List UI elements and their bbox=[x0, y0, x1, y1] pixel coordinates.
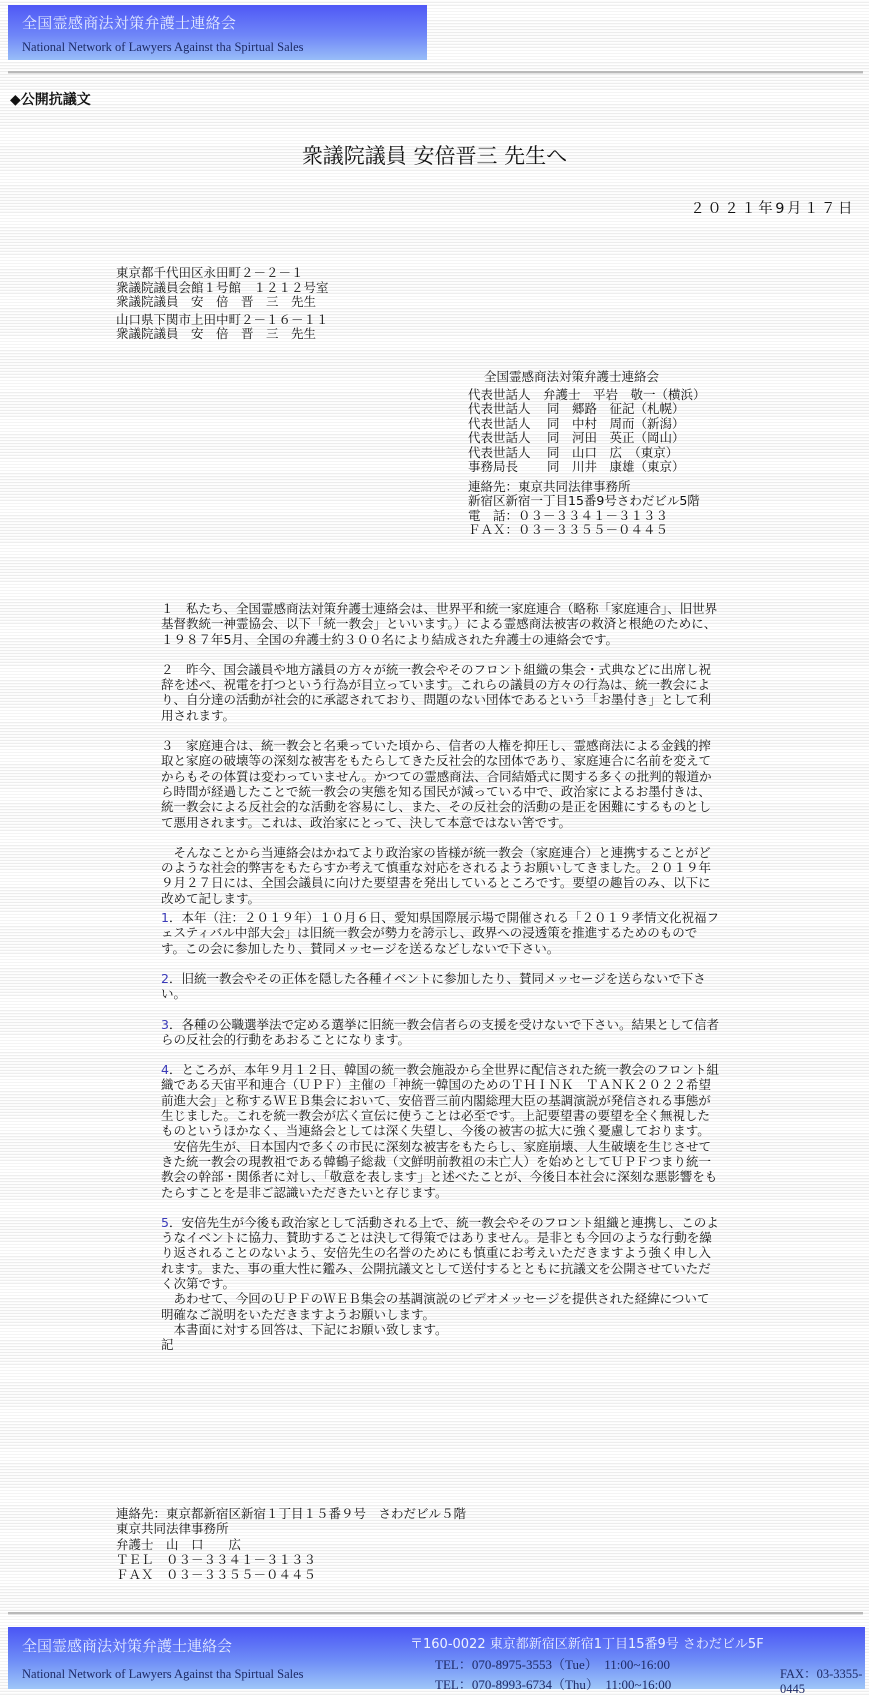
sender-contact: 電 話：０３－３３４１－３１３３ bbox=[468, 507, 669, 523]
item-number: 4 bbox=[161, 1062, 169, 1078]
header-banner[interactable] bbox=[8, 5, 427, 60]
paragraph-4b: 安倍先生が、日本国内で多くの市民に深刻な被害をもたらし、家庭崩壊、人生破壊を生じさせてきた統一教会の現教祖である韓鶴子総裁（文鮮明前教祖の未亡人）を始めとしてＵＰＦつまり統一教会の幹部・関係者に対し、「敬意を表します」と述べたことが、今後日本社会に深刻な悪影響をもたらすことを是非ご認識いただきたいと存じます。 bbox=[161, 1138, 718, 1200]
footer-org-jp: 全国霊感商法対策弁護士連絡会 bbox=[22, 1637, 233, 1655]
addressee-line: 衆議院議員会館１号館 １２１２号室 bbox=[116, 279, 329, 295]
sender-contact: 新宿区新宿一丁目15番9号さわだビル5階 bbox=[468, 493, 700, 508]
footer-address: 〒160-0022 東京都新宿区新宿1丁目15番9号 さわだビル5F bbox=[410, 1637, 764, 1652]
footer-fax: FAX：03-3355-0445 bbox=[780, 1667, 863, 1696]
item-number: 2 bbox=[161, 970, 169, 986]
closing-line: 弁護士 山 口 広 bbox=[116, 1536, 242, 1552]
sender-member: 代表世話人 同 中村 周而（新潟） bbox=[468, 415, 685, 431]
footer-tel-1: TEL：070-8975-3553（Tue） 11:00~16:00 bbox=[435, 1657, 671, 1672]
section-label: ◆公開抗議文 bbox=[10, 92, 91, 108]
paragraph-4: そんなことから当連絡会はかねてより政治家の皆様が統一教会（家庭連合）と連携することがどのような社会的弊害をもたらすか考えて慎重な対応をされるようお願いしてきました。２０１９年９月２７日には、全国会議員に向けた要望書を発出しているところです。要望の趣旨のみ、以下に改めて記します。 bbox=[161, 844, 712, 906]
request-item-4: 4．ところが、本年９月１２日、韓国の統一教会施設から全世界に配信された統一教会のフロント組織である天宙平和連合（ＵＰＦ）主催の「神統一韓国のためのＴＨＩＮＫ ＴＡＮＫ２０２２希望前進大会」と称するＷＥＢ集会において、安倍晋三前内閣総理大臣の基調演説が発信される事態が生じました。これを統一教会が広く宣伝に使うことは必至です。上記要望書の要望を全く無視したものというほかなく、当連絡会としては深く失望し、今後の被害の拡大に強く憂慮しております。 bbox=[161, 1062, 719, 1139]
sender-member: 代表世話人 同 山口 広 （東京） bbox=[468, 444, 679, 460]
header-org-jp: 全国霊感商法対策弁護士連絡会 bbox=[22, 14, 237, 32]
paragraph-2: ２ 昨今、国会議員や地方議員の方々が統一教会やそのフロント組織の集会・式典などに出席し祝辞を述べ、祝電を打つという行為が目立っています。これらの議員の方々の行為は、統一教会により、自分達の活動が社会的に承認されており、問題のない団体であるという「お墨付き」として利用されます。 bbox=[161, 661, 712, 723]
addressee-line: 衆議院議員 安 倍 晋 三 先生 bbox=[116, 326, 317, 341]
letter-body bbox=[161, 601, 721, 1352]
footer-tel-2: TEL：070-8993-6734（Thu） 11:00~16:00 bbox=[435, 1677, 672, 1692]
footer-org-en: National Network of Lawyers Against tha Spirtual Sales bbox=[22, 1667, 304, 1681]
item-number: 5 bbox=[161, 1214, 169, 1230]
closing-contact bbox=[116, 1506, 466, 1582]
sender-contact: 連絡先：東京共同法律事務所 bbox=[468, 478, 631, 494]
request-item-5: 5．安倍先生が今後も政治家として活動される上で、統一教会やそのフロント組織と連携し、このようなイベントに協力、賛助することは決して得策ではありません。是非とも今回のような行動を繰り返されることのないよう、安倍先生の名誉のためにも慎重にお考えいただきますよう強く申し入れます。また、事の重大性に鑑み、公開抗議文として送付するとともに抗議文を公開させていただく次第です。 bbox=[161, 1214, 719, 1291]
sender-member: 代表世話人 同 河田 英正（岡山） bbox=[468, 430, 685, 445]
addressee-line: 衆議院議員 安 倍 晋 三 先生 bbox=[116, 294, 317, 309]
item-number: 3 bbox=[161, 1016, 169, 1032]
request-item-3: 3．各種の公職選挙法で定める選挙に旧統一教会信者らの支援を受けないで下さい。結果として信者らの反社会的行動をあおることになります。 bbox=[161, 1016, 719, 1047]
footer-banner bbox=[8, 1627, 865, 1696]
item-number: 1 bbox=[161, 910, 169, 926]
addressee-line: 山口県下関市上田中町２－１６－１１ bbox=[116, 311, 329, 327]
paragraph-1: １ 私たち、全国霊感商法対策弁護士連絡会は、世界平和統一家庭連合（略称「家庭連合」、旧世界基督教統一神霊協会、以下「統一教会」といいます。）による霊感商法被害の救済と根絶のために、１９８７年5月、全国の弁護士約３００名により結成された弁護士の連絡会です。 bbox=[161, 601, 718, 647]
closing-line: ＴＥＬ ０３－３３４１－３１３３ bbox=[116, 1551, 317, 1567]
closing-line: ＦＡＸ ０３－３３５５－０４４５ bbox=[116, 1567, 317, 1583]
request-item-2: 2．旧統一教会やその正体を隠した各種イベントに参加したり、賛同メッセージを送らないで下さい。 bbox=[161, 970, 706, 1002]
divider-top bbox=[8, 71, 863, 74]
addressee-line: 東京都千代田区永田町２－２－１ bbox=[116, 265, 304, 280]
paragraph-5c: 本書面に対する回答は、下記にお願い致します。 bbox=[161, 1321, 448, 1337]
sender-org: 全国霊感商法対策弁護士連絡会 bbox=[484, 369, 660, 384]
paragraph-5b: あわせて、今回のＵＰＦのＷＥＢ集会の基調演説のビデオメッセージを提供された経緯について明確なご説明をいただきますようお願いします。 bbox=[161, 1291, 710, 1322]
ki-marker: 記 bbox=[161, 1337, 174, 1353]
closing-line: 連絡先：東京都新宿区新宿１丁目１５番９号 さわだビル５階 bbox=[116, 1506, 467, 1521]
paragraph-3: ３ 家庭連合は、統一教会と名乗っていた頃から、信者の人権を抑圧し、霊感商法による金銭的搾取と家庭の破壊等の深刻な被害をもたらしてきた反社会的な団体であり、家庭連合に名前を変えてからもその体質は変わっていません。かつての霊感商法、合同結婚式に関する多くの批判的報道から時間が経過したことで統一教会の実態を知る国民が減っている中で、政治家によるお墨付きは、統一教会による反社会的な活動を容易にし、また、その反社会的活動の是正を困難にするものとして悪用されます。これは、政治家にとって、決して本意ではない筈です。 bbox=[161, 738, 712, 830]
page-title: 衆議院議員 安倍晋三 先生へ bbox=[301, 144, 568, 168]
sender-member: 代表世話人 同 郷路 征記（札幌） bbox=[468, 401, 685, 416]
sender-member: 代表世話人 弁護士 平岩 敬一（横浜） bbox=[468, 386, 706, 402]
header-org-en: National Network of Lawyers Against tha Spirtual Sales bbox=[22, 40, 304, 54]
divider-bottom bbox=[8, 1612, 863, 1615]
closing-line: 東京共同法律事務所 bbox=[116, 1521, 229, 1537]
addressee-block bbox=[116, 266, 329, 342]
sender-member: 事務局長 同 川井 康雄（東京） bbox=[468, 459, 685, 474]
sender-block bbox=[468, 370, 706, 538]
sender-contact: ＦＡＸ：０３－３３５５－０４４５ bbox=[468, 522, 669, 537]
request-item-1: 1．本年（注：２０１９年）１０月６日、愛知県国際展示場で開催される「２０１９孝情文化祝福フェスティバル中部大会」は旧統一教会が勢力を誇示し、政界への浸透策を推進するためのものです。この会に参加したり、賛同メッセージを送るなどしないで下さい。 bbox=[161, 910, 719, 956]
letter-date: ２０２１年9月１７日 bbox=[690, 201, 855, 217]
